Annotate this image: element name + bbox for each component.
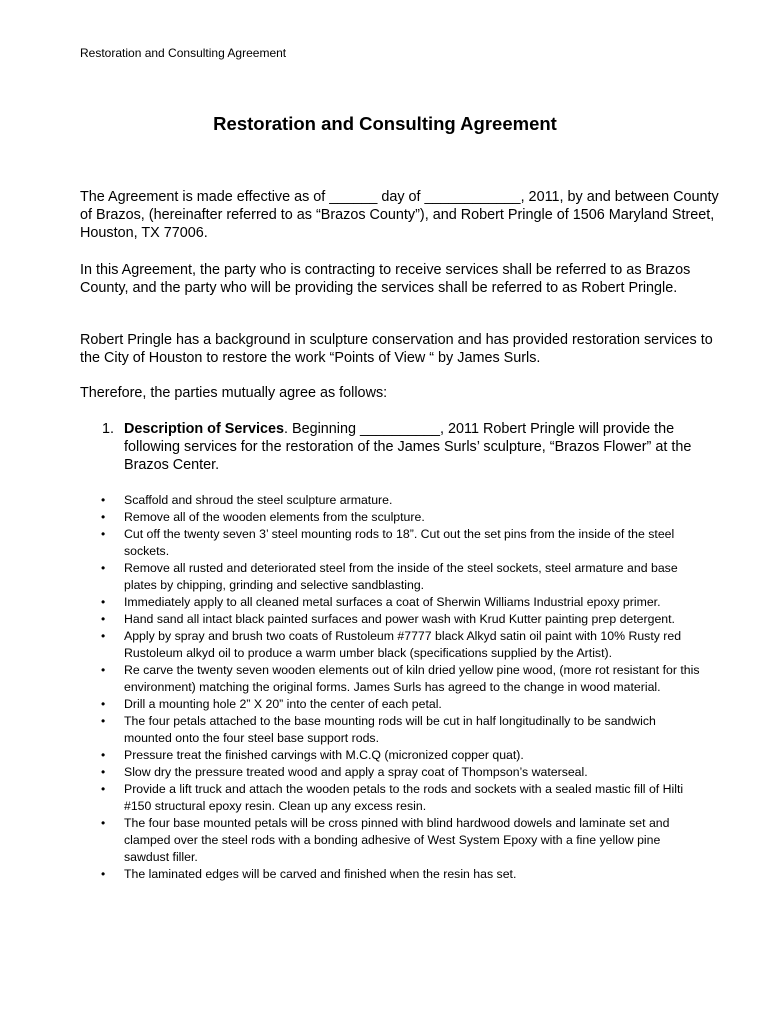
- bullet-icon: •: [101, 493, 106, 507]
- section-1: [80, 420, 720, 474]
- list-item-text: Immediately apply to all cleaned metal surfaces a coat of Sherwin Williams Industrial epoxy primer.: [124, 595, 661, 609]
- bullet-icon: •: [101, 595, 106, 609]
- list-item: [80, 594, 700, 611]
- list-item-text: Re carve the twenty seven wooden elements out of kiln dried yellow pine wood, (more rot resistant for this environment) matching the original forms. James Surls has agreed to the change in wood material.: [124, 663, 700, 694]
- paragraph-effective-date: The Agreement is made effective as of ______ day of ____________, 2011, by and between County of Brazos, (hereinafter referred to as “Brazos County”), and Robert Pringle of 1506 Maryland Street, Houston, TX 77006.: [80, 189, 719, 241]
- list-item: [80, 509, 700, 526]
- list-item-text: The four base mounted petals will be cross pinned with blind hardwood dowels and laminate set and clamped over the steel rods with a bonding adhesive of West System Epoxy with a fine yellow pine sawdust filler.: [124, 816, 670, 864]
- list-item: [80, 696, 700, 713]
- section-heading: Description of Services: [124, 421, 284, 437]
- bullet-icon: •: [101, 697, 106, 711]
- list-item-text: Cut off the twenty seven 3’ steel mounting rods to 18”. Cut out the set pins from the inside of the steel sockets.: [124, 527, 675, 558]
- list-item: [80, 815, 700, 866]
- bullet-icon: •: [101, 663, 106, 677]
- list-item: [80, 781, 700, 815]
- section-body: [124, 420, 720, 474]
- list-item: [80, 526, 700, 560]
- list-item-text: Scaffold and shroud the steel sculpture armature.: [124, 493, 393, 507]
- list-item-text: The laminated edges will be carved and finished when the resin has set.: [124, 867, 517, 881]
- bullet-icon: •: [101, 765, 106, 779]
- list-item-text: Apply by spray and brush two coats of Rustoleum #7777 black Alkyd satin oil paint with 10% Rusty red Rustoleum alkyd oil to produce a warm umber black (specifications supplied by the Artist).: [124, 629, 682, 660]
- list-item-text: Slow dry the pressure treated wood and apply a spray coat of Thompson’s waterseal.: [124, 765, 588, 779]
- bullet-icon: •: [101, 612, 106, 626]
- list-item: [80, 764, 700, 781]
- list-item: [80, 628, 700, 662]
- list-item: [80, 866, 700, 883]
- bullet-icon: •: [101, 510, 106, 524]
- services-list: [80, 492, 700, 883]
- bullet-icon: •: [101, 867, 106, 881]
- list-item-text: Remove all of the wooden elements from the sculpture.: [124, 510, 425, 524]
- list-item: [80, 611, 700, 628]
- list-item-text: Drill a mounting hole 2” X 20” into the center of each petal.: [124, 697, 442, 711]
- bullet-icon: •: [101, 748, 106, 762]
- bullet-icon: •: [101, 816, 106, 830]
- list-item: [80, 560, 700, 594]
- document-title: Restoration and Consulting Agreement: [213, 113, 557, 134]
- section-number: 1.: [102, 421, 115, 437]
- bullet-icon: •: [101, 629, 106, 643]
- list-item-text: Hand sand all intact black painted surfaces and power wash with Krud Kutter painting prep detergent.: [124, 612, 675, 626]
- paragraph-agreement: Therefore, the parties mutually agree as follows:: [80, 385, 388, 401]
- list-item: [80, 713, 700, 747]
- list-item-text: The four petals attached to the base mounting rods will be cut in half longitudinally to be sandwich mounted onto the four steel base support rods.: [124, 714, 656, 745]
- list-item: [80, 747, 700, 764]
- section-text: . Beginning __________, 2011 Robert Pringle will provide the following services for the restoration of the James Surls’ sculpture, “Brazos Flower” at the Brazos Center.: [124, 421, 692, 473]
- bullet-icon: •: [101, 714, 106, 728]
- list-item: [80, 492, 700, 509]
- list-item-text: Remove all rusted and deteriorated steel from the inside of the steel sockets, steel armature and base plates by chipping, grinding and selective sandblasting.: [124, 561, 678, 592]
- list-item-text: Pressure treat the finished carvings with M.C.Q (micronized copper quat).: [124, 748, 524, 762]
- running-header: Restoration and Consulting Agreement: [80, 46, 287, 60]
- bullet-icon: •: [101, 782, 106, 796]
- list-item: [80, 662, 700, 696]
- bullet-icon: •: [101, 561, 106, 575]
- list-item-text: Provide a lift truck and attach the wooden petals to the rods and sockets with a sealed mastic fill of Hilti #150 structural epoxy resin. Clean up any excess resin.: [124, 782, 684, 813]
- paragraph-background: Robert Pringle has a background in sculpture conservation and has provided restoration services to the City of Houston to restore the work “Points of View “ by James Surls.: [80, 332, 713, 366]
- paragraph-parties: In this Agreement, the party who is contracting to receive services shall be referred to as Brazos County, and the party who will be providing the services shall be referred to as Robert Pringle.: [80, 262, 691, 296]
- bullet-icon: •: [101, 527, 106, 541]
